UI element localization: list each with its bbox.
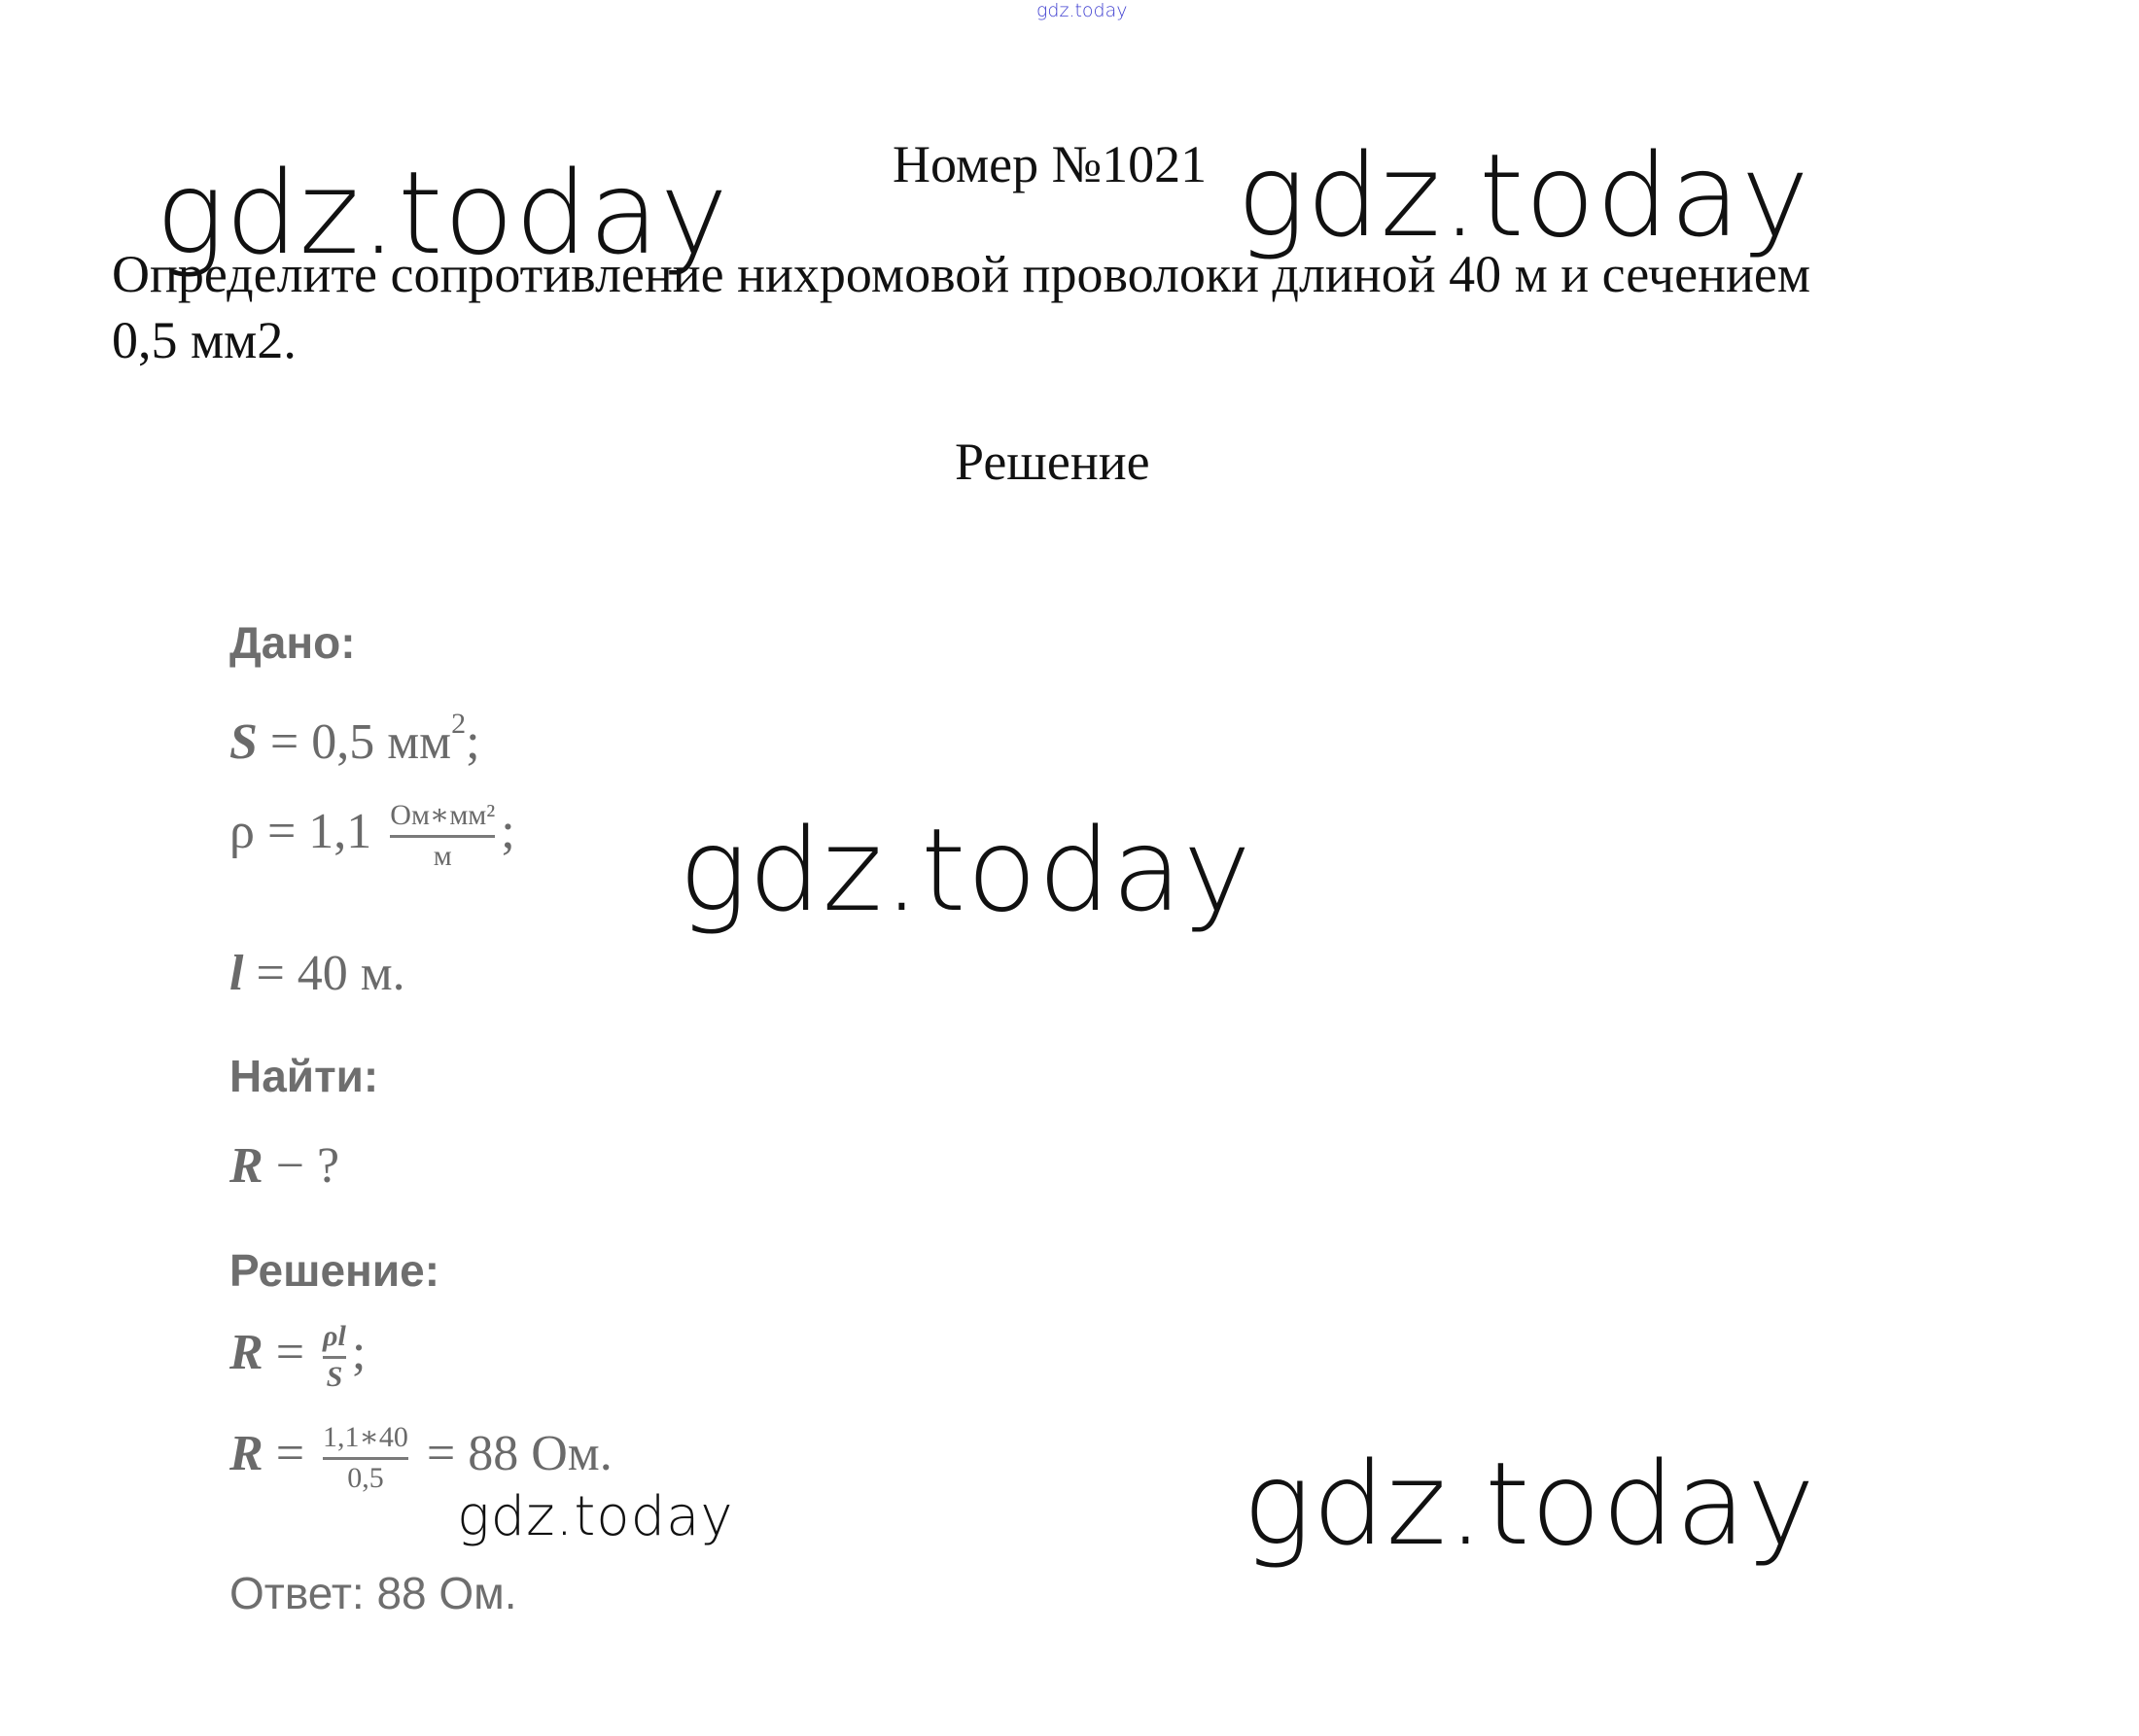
calculation [229,1421,613,1495]
given-length [229,945,405,1002]
given-label: Дано: [229,617,356,668]
solution-heading: Решение [955,433,1150,491]
watermark-top: gdz.today [1036,0,1128,21]
fraction-bar [323,1457,408,1460]
watermark-left: gdz.today [156,146,729,280]
formula-variable: R [229,1324,263,1380]
area-exponent: 2 [451,708,467,740]
problem-title: Номер №1021 [893,135,1208,193]
find-label: Найти: [229,1051,379,1101]
resistivity-end: ; [501,803,515,859]
solution-label: Решение: [229,1245,440,1296]
unknown-mark: − ? [263,1138,340,1194]
given-area [229,708,480,771]
formula-numerator: ρl [323,1320,346,1352]
answer: Ответ: 88 Ом. [229,1568,517,1618]
length-variable: l [229,946,244,1001]
resistivity-lhs: ρ = 1,1 [229,803,372,859]
formula-fraction [323,1320,346,1394]
watermark-bottom-right: gdz.today [1243,1437,1816,1571]
formula [229,1320,366,1394]
formula-denominator: S [326,1360,343,1393]
area-variable: S [229,714,258,770]
calc-numerator: 1,1∗40 [323,1421,408,1453]
fraction-bar [390,835,495,838]
area-end: ; [466,714,480,770]
watermark-right: gdz.today [1237,128,1810,262]
unknown-variable: R [229,1138,263,1194]
resistivity-numerator: Ом∗мм² [390,799,496,831]
area-value: = 0,5 мм [257,714,452,770]
problem-text: Определите сопротивление нихромовой проволоки длиной 40 м и сечением 0,5 мм2. [112,245,1810,369]
formula-equals: = [263,1324,318,1380]
calc-variable: R [229,1425,263,1481]
calc-denominator: 0,5 [347,1461,384,1494]
watermark-center: gdz.today [679,803,1252,937]
calc-equals: = [263,1425,318,1481]
fraction-bar [323,1356,346,1359]
find-unknown [229,1137,339,1195]
calc-result: = 88 Ом. [413,1425,613,1481]
watermark-small: gdz.today [457,1485,734,1548]
given-resistivity [229,799,515,873]
length-value: = 40 м. [243,946,405,1001]
resistivity-fraction [390,799,495,873]
resistivity-denominator: м [433,839,452,872]
calc-fraction [323,1421,408,1495]
formula-end: ; [351,1324,367,1380]
